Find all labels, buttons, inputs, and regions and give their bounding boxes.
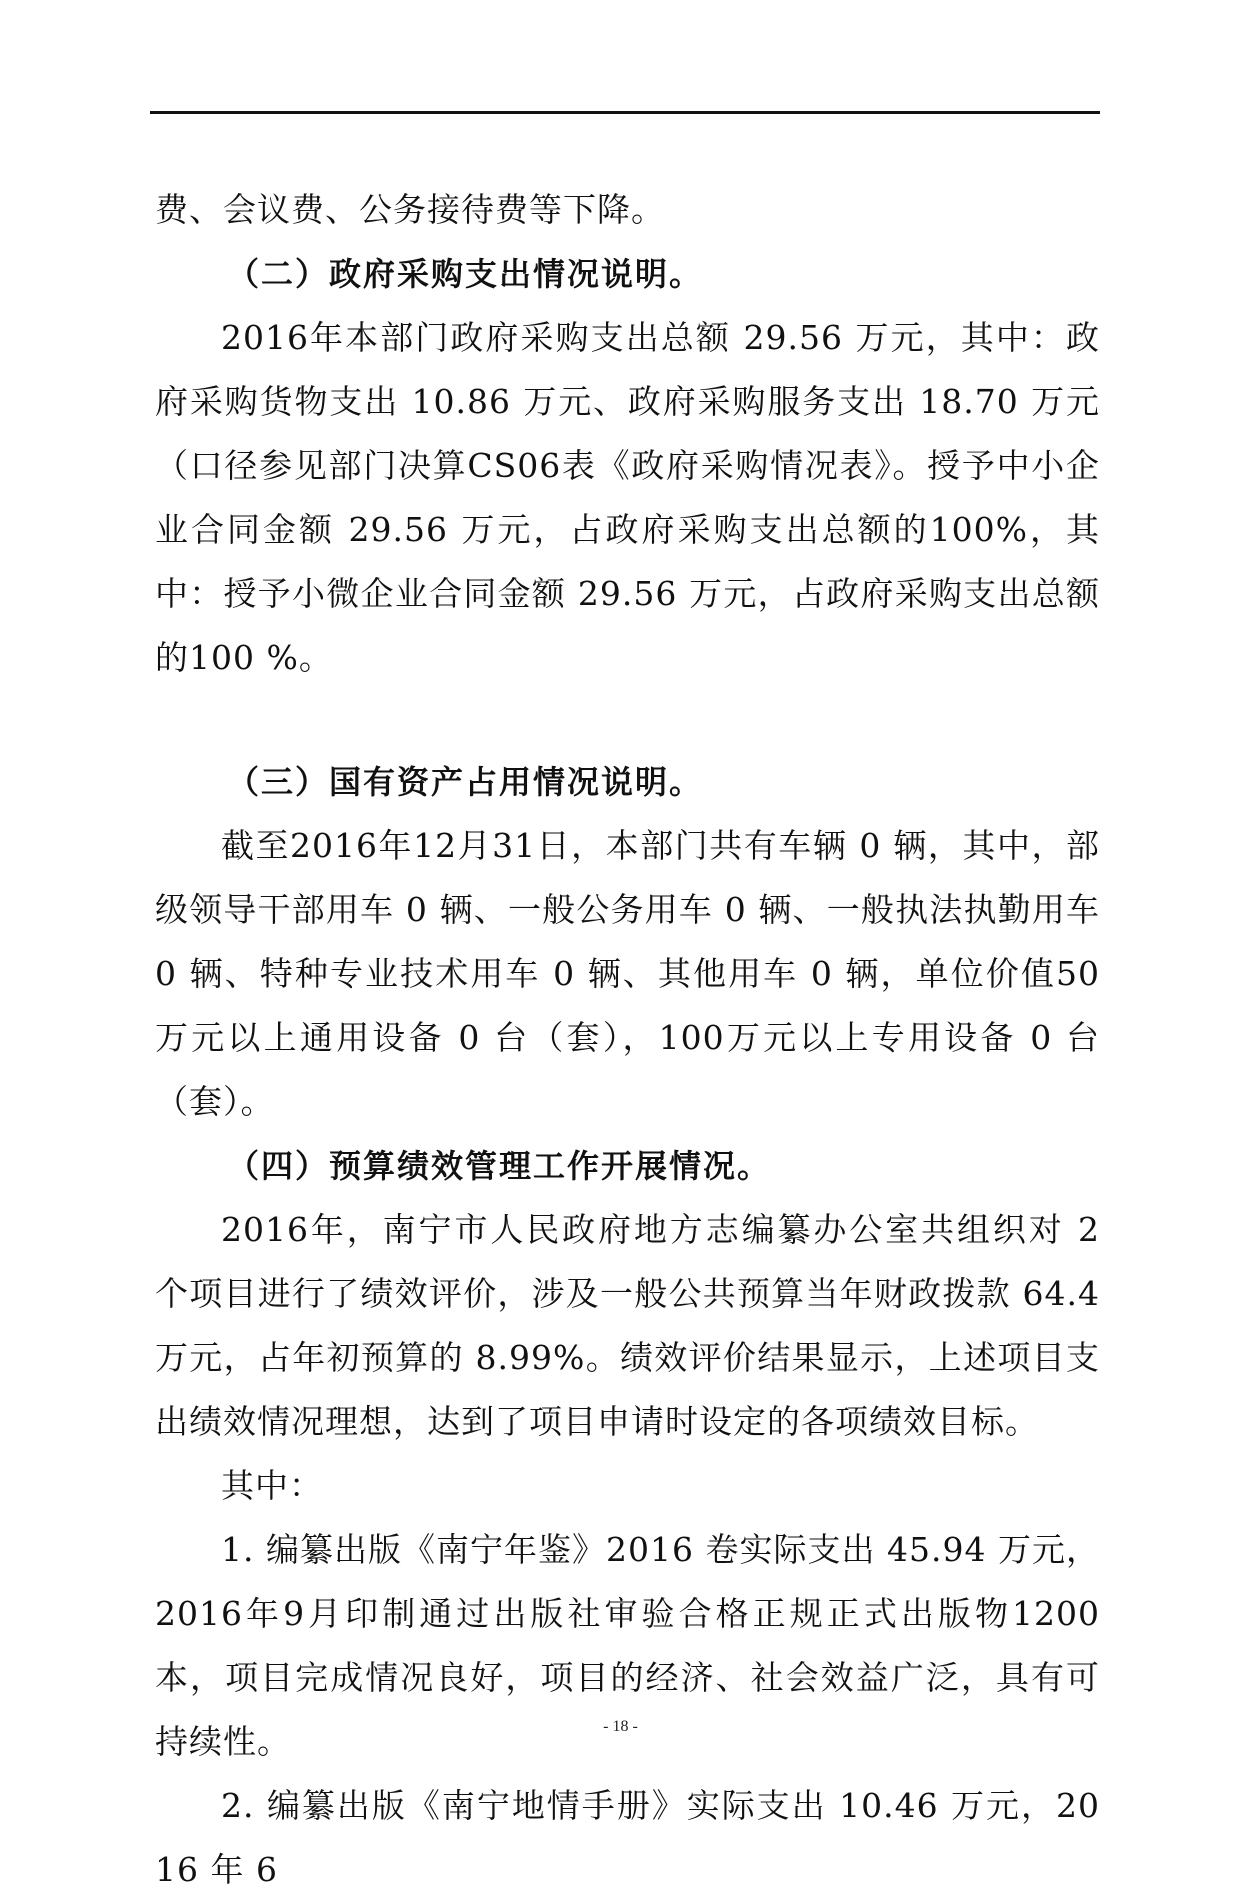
page-number: - 18 - <box>603 1718 638 1735</box>
paragraph-item-1: 1. 编纂出版《南宁年鉴》2016 卷实际支出 45.94 万元，2016年9月印制通过出版社审验合格正规正式出版物1200本，项目完成情况良好，项目的经济、社会效益广泛，具有可持续性。 <box>155 1530 1100 1761</box>
paragraph-performance: 2016年，南宁市人民政府地方志编纂办公室共组织对 2 个项目进行了绩效评价，涉及一般公共预算当年财政拨款 64.4 万元，占年初预算的 8.99%。绩效评价结果显示，上述项目支出绩效情况理想，达到了项目申请时设定的各项绩效目标。 <box>155 1210 1100 1441</box>
paragraph-gap <box>155 690 1100 750</box>
header-rule <box>150 111 1100 114</box>
paragraph-procurement: 2016年本部门政府采购支出总额 29.56 万元，其中：政府采购货物支出 10.86 万元、政府采购服务支出 18.70 万元（口径参见部门决算CS06表《政府采购情况表》。授予中小企业合同金额 29.56 万元，占政府采购支出总额的100%，其中：授予小微企业合同金额 29.56 万元，占政府采购支出总额的100 %。 <box>155 318 1100 677</box>
document-body <box>155 178 1100 1902</box>
paragraph-among: 其中： <box>221 1466 323 1505</box>
heading-government-procurement: （二）政府采购支出情况说明。 <box>227 255 704 293</box>
paragraph-cont: 费、会议费、公务接待费等下降。 <box>155 190 665 229</box>
heading-performance: （四）预算绩效管理工作开展情况。 <box>227 1147 772 1185</box>
heading-state-assets: （三）国有资产占用情况说明。 <box>227 763 704 801</box>
paragraph-assets: 截至2016年12月31日，本部门共有车辆 0 辆，其中，部级领导干部用车 0 辆、一般公务用车 0 辆、一般执法执勤用车 0 辆、特种专业技术用车 0 辆、其他用车 0 辆，单位价值50万元以上通用设备 0 台（套），100万元以上专用设备 0 台（套）。 <box>155 826 1100 1121</box>
paragraph-item-2: 2. 编纂出版《南宁地情手册》实际支出 10.46 万元，2016 年 6 <box>155 1786 1100 1889</box>
